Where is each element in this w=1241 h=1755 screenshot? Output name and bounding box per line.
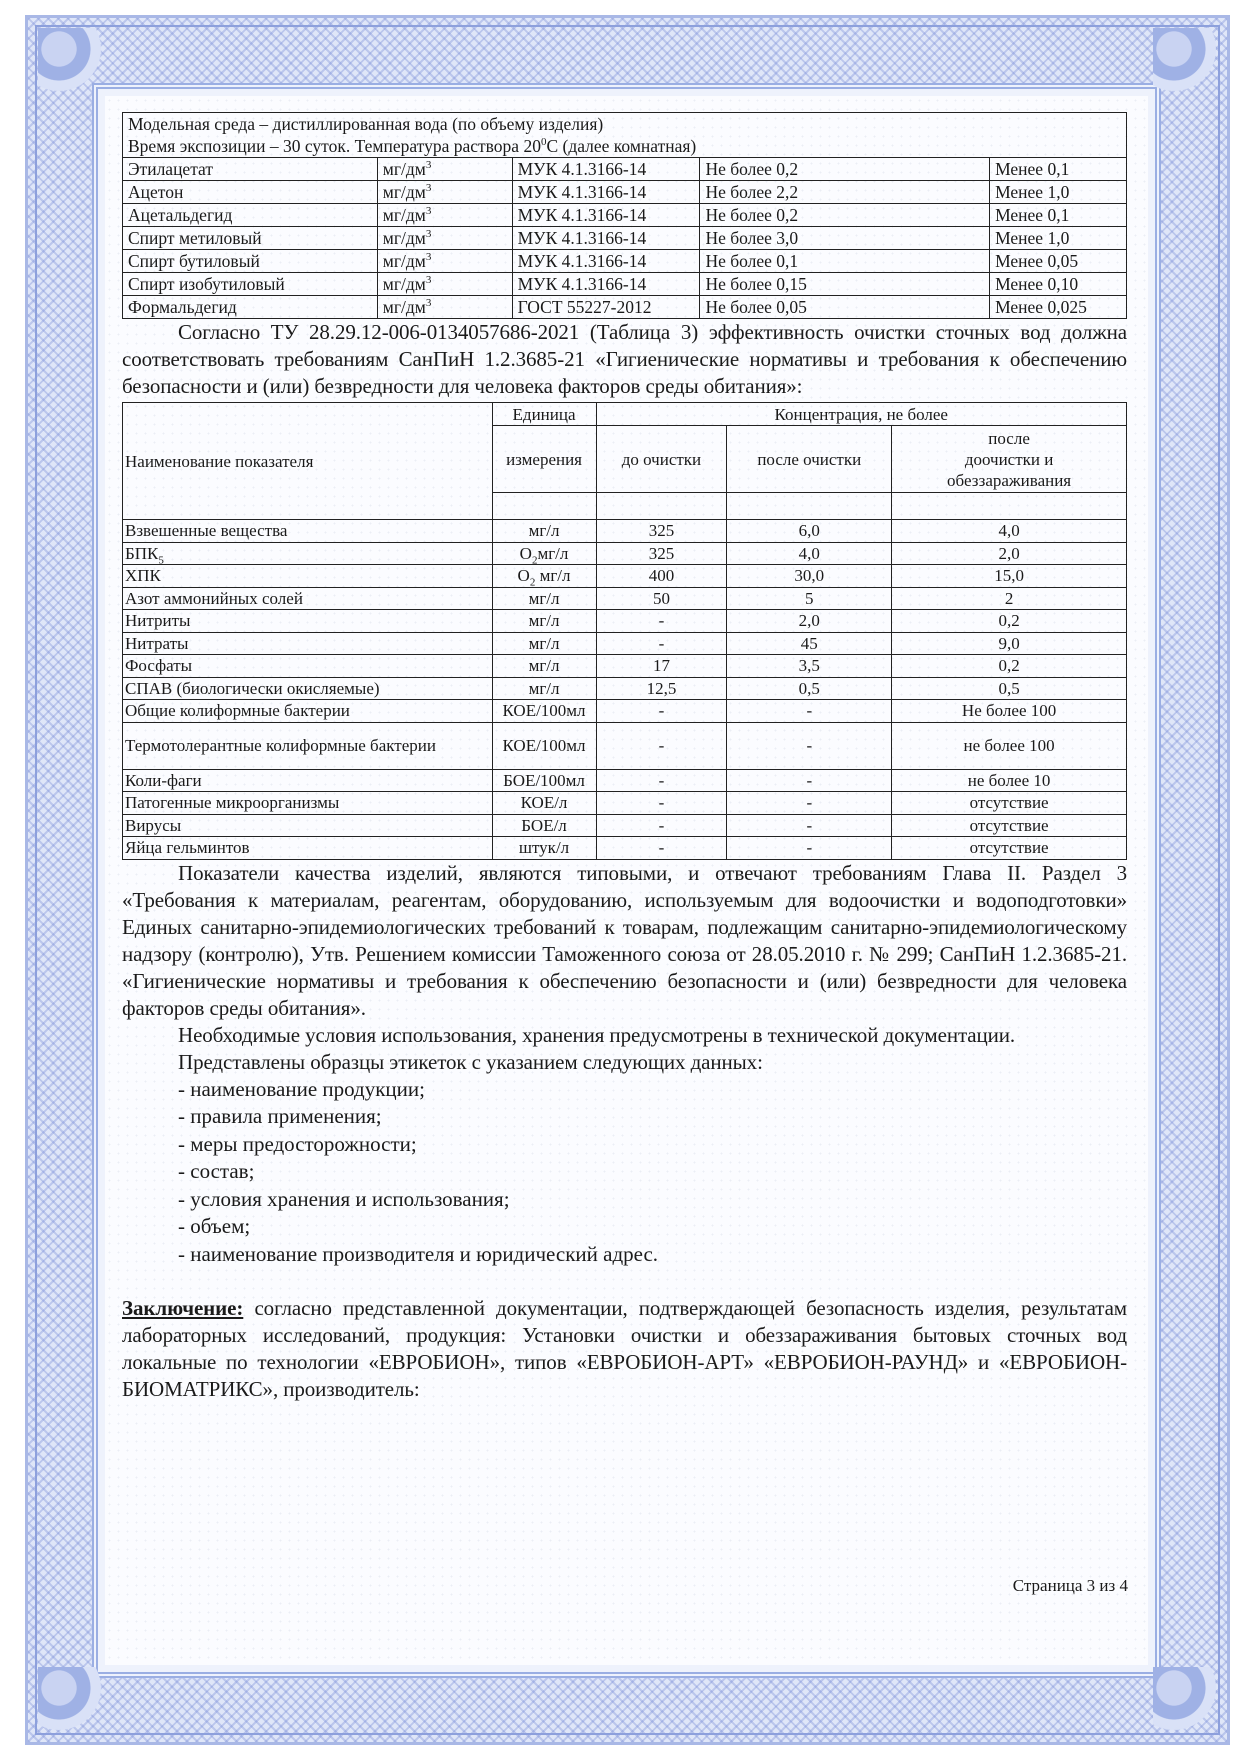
unit-cell: мг/л xyxy=(492,610,596,633)
before-cell: 325 xyxy=(596,542,727,565)
before-cell: 12,5 xyxy=(596,677,727,700)
table-row xyxy=(123,700,1127,723)
substance-name: Этилацетат xyxy=(123,158,378,181)
indicator-name: СПАВ (биологически окисляемые) xyxy=(123,677,493,700)
result-cell: Менее 0,05 xyxy=(990,250,1127,273)
corner-ornament-icon xyxy=(1153,1667,1223,1737)
post-cell: Не более 100 xyxy=(892,700,1127,723)
post-cell: 2 xyxy=(892,587,1127,610)
unit-cell: $О_2$ мг/л xyxy=(492,565,596,588)
list-item: - состав; xyxy=(178,1159,255,1183)
table-row xyxy=(123,587,1127,610)
norm-cell: Не более 2,2 xyxy=(700,181,990,204)
post-cell: не более 100 xyxy=(892,722,1127,769)
table-row xyxy=(123,273,1127,296)
norm-cell: Не более 0,2 xyxy=(700,158,990,181)
before-cell: - xyxy=(596,700,727,723)
indicator-name: Общие колиформные бактерии xyxy=(123,700,493,723)
table-row xyxy=(123,722,1127,769)
after-cell: - xyxy=(727,722,892,769)
substance-name: Спирт бутиловый xyxy=(123,250,378,273)
before-cell: - xyxy=(596,769,727,792)
substance-name: Ацетальдегид xyxy=(123,204,378,227)
table-row xyxy=(123,769,1127,792)
table-row xyxy=(123,610,1127,633)
post-cell: 15,0 xyxy=(892,565,1127,588)
before-cell: 325 xyxy=(596,520,727,543)
list-item: - условия хранения и использования; xyxy=(178,1186,510,1211)
substance-name: Формальдегид xyxy=(123,296,378,319)
unit-cell: КОЕ/100мл xyxy=(492,700,596,723)
unit-cell: мг/л xyxy=(492,632,596,655)
migration-table xyxy=(122,112,1127,319)
table-row xyxy=(123,520,1127,543)
after-cell: - xyxy=(727,837,892,860)
table-row xyxy=(123,814,1127,837)
before-cell: - xyxy=(596,792,727,815)
indicator-name: Патогенные микроорганизмы xyxy=(123,792,493,815)
unit-cell: мг/л xyxy=(492,677,596,700)
table-row xyxy=(123,204,1127,227)
indicator-name: Нитриты xyxy=(123,610,493,633)
unit-cell: $мг/дм^3$ xyxy=(377,273,512,296)
norm-cell: Не более 0,05 xyxy=(700,296,990,319)
table-row xyxy=(123,792,1127,815)
corner-ornament-icon xyxy=(1153,28,1223,98)
method-cell: ГОСТ 55227-2012 xyxy=(512,296,700,319)
corner-ornament-icon xyxy=(38,1667,108,1737)
unit-cell: БОЕ/л xyxy=(492,814,596,837)
result-cell: Менее 0,1 xyxy=(990,158,1127,181)
column-header-unit-bottom: измерения xyxy=(492,426,596,493)
quality-compliance-paragraph: Показатели качества изделий, являются типовыми, и отвечают требованиям Глава II. Раздел 3 «Требования к материалам, реагентам, оборудованию, используемым для водоочистки и водоподготовки» Единых санитарно-эпидемиологических требований к товарам, подлежащим санитарно-эпидемиологическому надзору (контролю), Утв. Решением комиссии Таможенного союза от 28.05.2010 г. № 299; СанПиН 1.2.3685-21. «Гигиенические нормативы и требования к обеспечению безопасности и (или) безвредности для человека факторов среды обитания». xyxy=(122,860,1127,1020)
column-header-unit-top: Единица xyxy=(492,403,596,426)
indicator-name: Взвешенные вещества xyxy=(123,520,493,543)
unit-cell: мг/л xyxy=(492,655,596,678)
labels-intro: Представлены образцы этикеток с указанием следующих данных: xyxy=(178,1049,763,1074)
norm-cell: Не более 0,15 xyxy=(700,273,990,296)
indicator-name: Вирусы xyxy=(123,814,493,837)
table-row xyxy=(123,837,1127,860)
corner-ornament-icon xyxy=(38,28,108,98)
norm-cell: Не более 3,0 xyxy=(700,227,990,250)
unit-cell: $мг/дм^3$ xyxy=(377,227,512,250)
result-cell: Менее 0,10 xyxy=(990,273,1127,296)
before-cell: - xyxy=(596,632,727,655)
after-cell: - xyxy=(727,769,892,792)
unit-cell: мг/л xyxy=(492,587,596,610)
after-cell: 3,5 xyxy=(727,655,892,678)
column-header-before: до очистки xyxy=(596,426,727,493)
table-row xyxy=(123,655,1127,678)
after-cell: 30,0 xyxy=(727,565,892,588)
indicator-name: Коли-фаги xyxy=(123,769,493,792)
unit-cell: $О_2мг/л$ xyxy=(492,542,596,565)
table-row xyxy=(123,565,1127,588)
column-header-name: Наименование показателя xyxy=(123,403,493,520)
unit-cell: $мг/дм^3$ xyxy=(377,181,512,204)
method-cell: МУК 4.1.3166-14 xyxy=(512,158,700,181)
table-row xyxy=(123,181,1127,204)
method-cell: МУК 4.1.3166-14 xyxy=(512,273,700,296)
unit-cell: штук/л xyxy=(492,837,596,860)
unit-cell: $мг/дм^3$ xyxy=(377,158,512,181)
model-medium-note: Модельная среда – дистиллированная вода (по объему изделия) xyxy=(123,113,1127,136)
after-cell: - xyxy=(727,700,892,723)
usage-conditions-paragraph: Необходимые условия использования, хранения предусмотрены в технической документации. xyxy=(178,1022,1016,1047)
after-cell: 0,5 xyxy=(727,677,892,700)
post-cell: отсутствие xyxy=(892,814,1127,837)
method-cell: МУК 4.1.3166-14 xyxy=(512,250,700,273)
unit-cell: $мг/дм^3$ xyxy=(377,204,512,227)
post-cell: 0,5 xyxy=(892,677,1127,700)
after-cell: 4,0 xyxy=(727,542,892,565)
after-cell: - xyxy=(727,792,892,815)
column-header-concentration: Концентрация, не более xyxy=(596,403,1126,426)
before-cell: - xyxy=(596,722,727,769)
post-cell: 9,0 xyxy=(892,632,1127,655)
unit-cell: $мг/дм^3$ xyxy=(377,250,512,273)
post-cell: 2,0 xyxy=(892,542,1127,565)
result-cell: Менее 0,1 xyxy=(990,204,1127,227)
before-cell: 50 xyxy=(596,587,727,610)
post-cell: отсутствие xyxy=(892,792,1127,815)
indicator-name: Нитраты xyxy=(123,632,493,655)
indicator-name: Яйца гельминтов xyxy=(123,837,493,860)
indicator-name: $БПК_5$ xyxy=(123,542,493,565)
unit-cell: $мг/дм^3$ xyxy=(377,296,512,319)
norm-cell: Не более 0,1 xyxy=(700,250,990,273)
treatment-efficiency-table xyxy=(122,402,1127,860)
result-cell: Менее 0,025 xyxy=(990,296,1127,319)
after-cell: 6,0 xyxy=(727,520,892,543)
after-cell: - xyxy=(727,814,892,837)
exposure-note: Время экспозиции – 30 суток. Температура раствора $20^0С$ (далее комнатная) xyxy=(123,135,1127,158)
substance-name: Ацетон xyxy=(123,181,378,204)
before-cell: - xyxy=(596,814,727,837)
indicator-name: ХПК xyxy=(123,565,493,588)
indicator-name: Фосфаты xyxy=(123,655,493,678)
list-item: - правила применения; xyxy=(178,1104,382,1128)
tu-requirements-paragraph: Согласно ТУ 28.29.12-006-0134057686-2021 (Таблица 3) эффективность очистки сточных вод должна соответствовать требованиям СанПиН 1.2.3685-21 «Гигиенические нормативы и требования к обеспечению безопасности и (или) безвредности для человека факторов среды обитания»: xyxy=(122,320,1127,398)
after-cell: 45 xyxy=(727,632,892,655)
conclusion-label: Заключение: xyxy=(122,1296,244,1320)
method-cell: МУК 4.1.3166-14 xyxy=(512,204,700,227)
unit-cell: мг/л xyxy=(492,520,596,543)
list-item: - объем; xyxy=(178,1214,251,1238)
table-row xyxy=(123,227,1127,250)
conclusion-paragraph: Заключение: согласно представленной документации, подтверждающей безопасность изделия, результатам лабораторных исследований, продукция: Установки очистки и обеззараживания бытовых сточных вод локальные по технологии «ЕВРОБИОН», типов «ЕВРОБИОН-АРТ» «ЕВРОБИОН-РАУНД» и «ЕВРОБИОН-БИОМАТРИКС», производитель: xyxy=(122,1296,1127,1401)
list-item: - меры предосторожности; xyxy=(178,1131,417,1156)
list-item: - наименование продукции; xyxy=(178,1076,425,1101)
post-cell: 0,2 xyxy=(892,655,1127,678)
post-cell: не более 10 xyxy=(892,769,1127,792)
table-row xyxy=(123,677,1127,700)
before-cell: 400 xyxy=(596,565,727,588)
unit-cell: КОЕ/100мл xyxy=(492,722,596,769)
column-header-after: после очистки xyxy=(727,426,892,493)
post-cell: 4,0 xyxy=(892,520,1127,543)
substance-name: Спирт метиловый xyxy=(123,227,378,250)
table-row xyxy=(123,250,1127,273)
table-row xyxy=(123,158,1127,181)
after-cell: 2,0 xyxy=(727,610,892,633)
before-cell: 17 xyxy=(596,655,727,678)
before-cell: - xyxy=(596,837,727,860)
indicator-name: Термотолерантные колиформные бактерии xyxy=(123,722,493,769)
table-header-row xyxy=(123,113,1127,136)
method-cell: МУК 4.1.3166-14 xyxy=(512,227,700,250)
table-header-row xyxy=(123,403,1127,426)
page-number: Страница 3 из 4 xyxy=(1012,1576,1128,1595)
post-cell: 0,2 xyxy=(892,610,1127,633)
table-header-row xyxy=(123,135,1127,158)
list-item: - наименование производителя и юридический адрес. xyxy=(178,1241,659,1266)
table-row xyxy=(123,542,1127,565)
result-cell: Менее 1,0 xyxy=(990,227,1127,250)
unit-cell: КОЕ/л xyxy=(492,792,596,815)
before-cell: - xyxy=(596,610,727,633)
substance-name: Спирт изобутиловый xyxy=(123,273,378,296)
unit-cell: БОЕ/100мл xyxy=(492,769,596,792)
indicator-name: Азот аммонийных солей xyxy=(123,587,493,610)
table-row xyxy=(123,632,1127,655)
page-content xyxy=(122,112,1127,1403)
column-header-after-disinfection: после доочистки и обеззараживания xyxy=(892,426,1127,493)
document-page xyxy=(105,96,1148,1665)
after-cell: 5 xyxy=(727,587,892,610)
post-cell: отсутствие xyxy=(892,837,1127,860)
method-cell: МУК 4.1.3166-14 xyxy=(512,181,700,204)
norm-cell: Не более 0,2 xyxy=(700,204,990,227)
result-cell: Менее 1,0 xyxy=(990,181,1127,204)
table-row xyxy=(123,296,1127,319)
